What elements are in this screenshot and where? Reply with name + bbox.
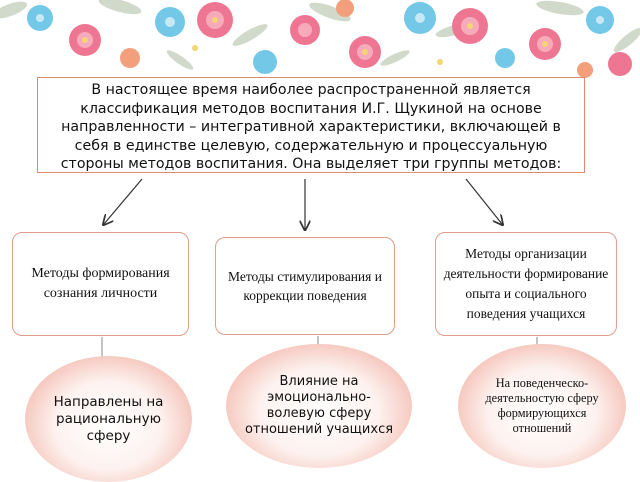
floral-decoration [0,0,640,80]
arrow-left [104,179,142,224]
main-text-box [37,77,585,173]
method-label: Методы организации деятельности формирование опыта и социального поведения учащихся [443,246,609,321]
method-label: Методы формирования сознания личности [31,266,170,301]
direction-oval-behavioral [458,344,626,468]
method-label: Методы стимулирования и коррекции поведения [228,269,382,303]
direction-label: Влияние на эмоционально-волевую сферу отношений учащихся [244,374,394,437]
arrow-right [466,179,502,224]
method-box-stimulation [215,237,395,335]
main-text: В настоящее время наиболее распространенной является классификация методов воспитания И.Г. Щукиной на основе направленности – интегративной характеристики, включающей в себя в единстве целевую, содержательную и процессуальную стороны методов воспитания. Она выделяет три группы методов: [60,82,562,173]
method-box-activity [435,232,617,336]
direction-label: Направлены на рациональную сферу [53,393,164,444]
direction-oval-emotional [226,344,412,468]
direction-oval-rational [25,356,192,482]
direction-label: На поведенческо-деятельностую сферу формирующихся отношений [485,376,599,435]
method-box-consciousness [12,232,189,336]
